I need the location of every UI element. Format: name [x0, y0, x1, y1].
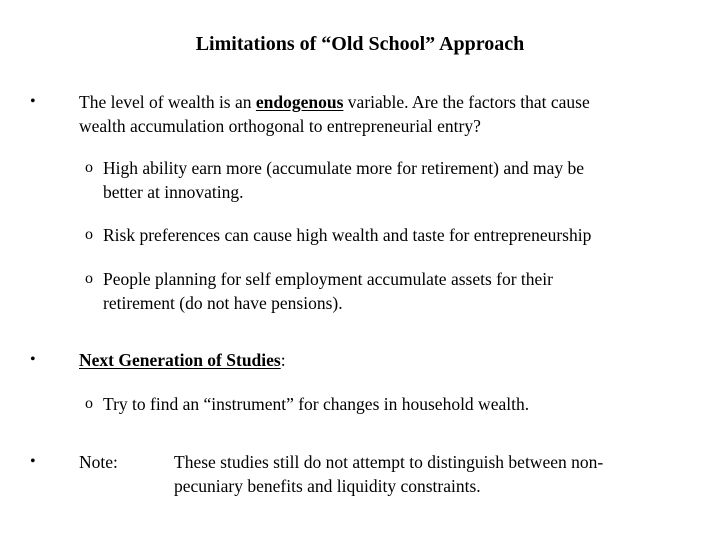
point1-line2: wealth accumulation orthogonal to entrepreneurial entry? — [79, 116, 481, 136]
point1-emphasis: endogenous — [255, 92, 344, 112]
bullet-icon: • — [30, 93, 36, 110]
sub3-line1: People planning for self employment accumulate assets for their — [103, 269, 554, 289]
point1-line1 — [79, 90, 590, 114]
point1-pre: The level of wealth is an — [79, 92, 256, 112]
bullet-icon: • — [30, 351, 36, 368]
point3-label: Note: — [79, 452, 118, 472]
sub-bullet-icon: o — [85, 395, 93, 412]
sub4-line1: Try to find an “instrument” for changes in household wealth. — [103, 394, 530, 414]
bullet-icon: • — [30, 453, 36, 470]
point3-line2: pecuniary benefits and liquidity constraints. — [174, 476, 481, 496]
sub-bullet-icon: o — [85, 159, 93, 176]
sub1-line2: better at innovating. — [103, 182, 244, 202]
point2-emphasis: Next Generation of Studies — [79, 350, 281, 370]
sub-bullet-icon: o — [85, 226, 93, 243]
point1-post: variable. Are the factors that cause — [343, 92, 590, 112]
point3-line1: These studies still do not attempt to distinguish between non- — [174, 452, 604, 472]
slide-title: Limitations of “Old School” Approach — [195, 33, 525, 55]
sub-bullet-icon: o — [85, 270, 93, 287]
sub2-line1: Risk preferences can cause high wealth and taste for entrepreneurship — [103, 225, 592, 245]
point2-post: : — [280, 350, 286, 370]
sub1-line1: High ability earn more (accumulate more for retirement) and may be — [103, 158, 585, 178]
sub3-line2: retirement (do not have pensions). — [103, 293, 343, 313]
point2-line1 — [79, 348, 286, 372]
